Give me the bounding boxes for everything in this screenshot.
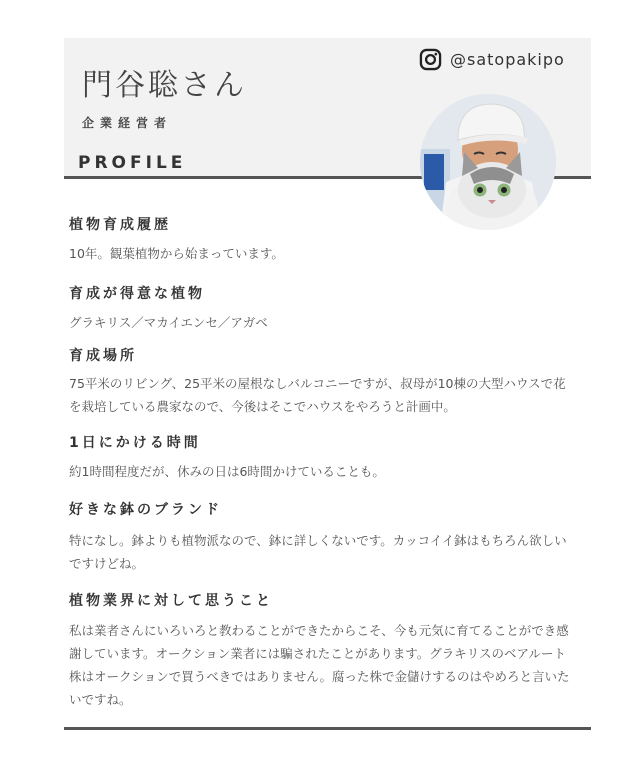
answer-favorite-pot-brand: 特になし。鉢よりも植物派なので、鉢に詳しくないです。カッコイイ鉢はもちろん欲しいですけどね。 — [69, 533, 567, 571]
avatar-photo — [420, 94, 556, 230]
question-favorite-plants: 育成が得意な植物 — [69, 286, 205, 302]
answer-growing-location: 75平米のリビング、25平米の屋根なしバルコニーですが、叔母が10棟の大型ハウスで花を栽培している農家なので、今後はそこでハウスをやろうと計画中。 — [69, 376, 566, 414]
avatar — [420, 94, 556, 230]
question-growing-history: 植物育成履歴 — [69, 217, 171, 233]
question-growing-location: 育成場所 — [69, 348, 137, 364]
person-name: 門谷聡さん — [82, 68, 247, 103]
instagram-link[interactable] — [419, 48, 565, 71]
instagram-icon — [419, 48, 442, 71]
person-role: 企業経営者 — [82, 116, 173, 130]
question-favorite-pot-brand: 好きな鉢のブランド — [69, 502, 222, 518]
question-daily-time: 1日にかける時間 — [69, 435, 201, 451]
footer-divider — [64, 727, 591, 730]
answer-daily-time: 約1時間程度だが、休みの日は6時間かけていることも。 — [69, 464, 385, 479]
answer-growing-history: 10年。観葉植物から始まっています。 — [69, 246, 284, 261]
question-industry-thoughts: 植物業界に対して思うこと — [69, 593, 273, 609]
section-label: PROFILE — [78, 153, 187, 173]
answer-industry-thoughts: 私は業者さんにいろいろと教わることができたからこそ、今も元気に育てることができ感謝しています。オークション業者には騙されたことがあります。グラキリスのベアルート株はオークションで買うべきではありません。腐った株で金儲けするのはやめろと言いたいですね。 — [69, 623, 570, 707]
instagram-handle: @satopakipo — [450, 50, 565, 69]
answer-favorite-plants: グラキリス／マカイエンセ／アガベ — [69, 315, 268, 330]
